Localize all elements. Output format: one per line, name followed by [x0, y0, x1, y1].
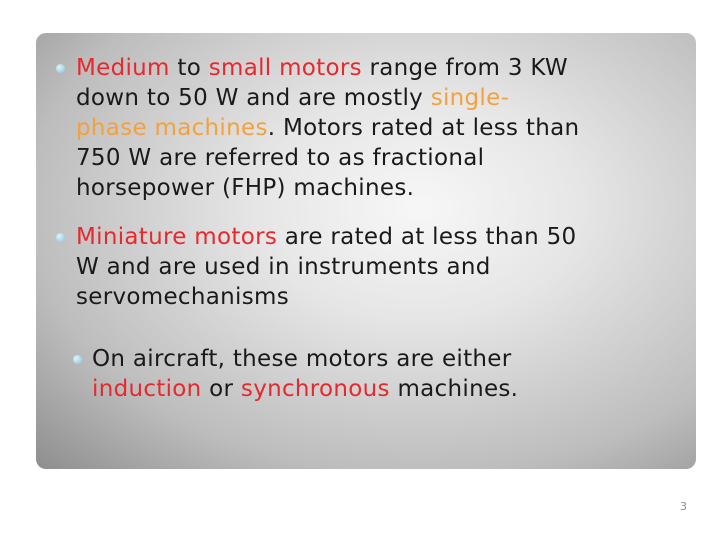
bullet-text: 750 W are referred to as fractional — [76, 145, 485, 171]
bullet-3-line — [92, 344, 512, 374]
bullet-2-line — [76, 222, 576, 252]
highlighted-term: induction — [92, 376, 202, 402]
bullet-2-line — [76, 252, 491, 282]
bullet-text: down to 50 W and are mostly — [76, 85, 431, 111]
highlighted-term: single- — [430, 85, 510, 111]
bullet-1-line — [76, 83, 509, 113]
highlighted-term: Miniature motors — [76, 224, 278, 250]
bullet-text: machines. — [389, 376, 519, 402]
bullet-text: or — [201, 376, 241, 402]
bullet-text: range from 3 KW — [361, 55, 568, 81]
bullet-1-line — [76, 173, 414, 203]
slide-number: 3 — [680, 500, 687, 513]
bullet-text: to — [169, 55, 209, 81]
bullet-text: servomechanisms — [76, 284, 289, 310]
highlighted-term: Medium — [76, 55, 170, 81]
bullet-marker-icon — [73, 355, 82, 364]
bullet-marker-icon — [56, 64, 65, 73]
bullet-text: horsepower (FHP) machines. — [76, 175, 415, 201]
bullet-text: On aircraft, these motors are either — [92, 346, 512, 372]
bullet-1-line — [76, 143, 484, 173]
highlighted-term: synchronous — [240, 376, 390, 402]
bullet-text: . Motors rated at less than — [267, 115, 580, 141]
bullet-text: W and are used in instruments and — [76, 254, 491, 280]
bullet-3-line — [92, 374, 518, 404]
bullet-2-line — [76, 282, 289, 312]
bullet-1-line — [76, 113, 579, 143]
bullet-marker-icon — [56, 233, 65, 242]
bullet-text: are rated at less than 50 — [277, 224, 577, 250]
bullet-1-line — [76, 53, 568, 83]
highlighted-term: small motors — [208, 55, 362, 81]
highlighted-term: phase machines — [76, 115, 268, 141]
